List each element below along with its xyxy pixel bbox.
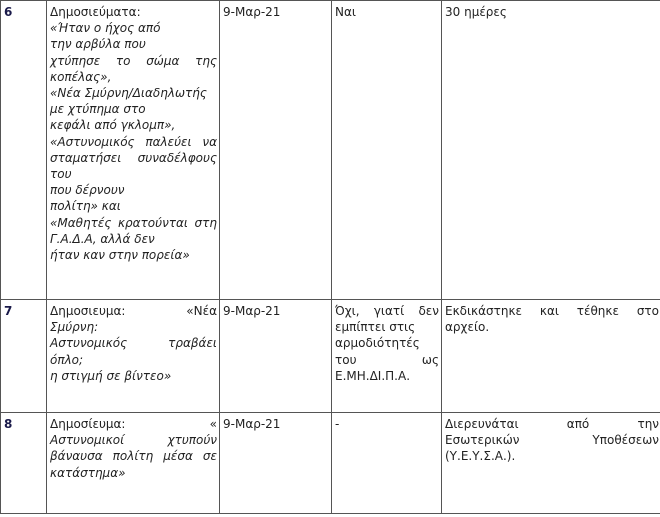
row-number: 8 <box>1 413 47 514</box>
desc-line: Δημοσίευμα: « <box>50 417 217 431</box>
competence-line: Όχι, γιατί δεν <box>335 304 439 318</box>
desc-line: σταματήσει συναδέλφους <box>50 150 217 165</box>
desc-line: βάναυσα πολίτη μέσα σε <box>50 449 217 464</box>
action-line: (Υ.Ε.Υ.Σ.Α.). <box>445 449 516 464</box>
action-line: Διερευνάται από την <box>445 417 659 431</box>
desc-line: του <box>50 167 72 182</box>
desc-line: κοπέλας», <box>50 69 112 84</box>
action-cell <box>442 1 660 300</box>
competence-line: αρμοδιότητές <box>335 336 420 351</box>
desc-line <box>50 303 217 319</box>
desc-line: που δέρνουν <box>50 183 125 198</box>
desc-line: κατάστημα» <box>50 465 126 480</box>
action-cell <box>442 413 660 514</box>
desc-line: Σμύρνη: <box>50 320 99 335</box>
competence-cell <box>332 300 442 413</box>
table-row <box>1 300 660 413</box>
competence-line: Ε.ΜΗ.ΔΙ.Π.Α. <box>335 368 411 383</box>
competence-cell <box>332 413 442 514</box>
competence-cell <box>332 1 442 300</box>
action-line: αρχείο. <box>445 320 490 335</box>
desc-line: Αστυνομικός τραβάει <box>50 336 217 351</box>
competence-line: - <box>335 417 340 431</box>
competence-line: του ως <box>335 352 439 367</box>
date-cell: 9-Μαρ-21 <box>220 300 332 413</box>
desc-line: η στιγμή σε βίντεο» <box>50 368 172 383</box>
table-row <box>1 413 660 514</box>
description-cell <box>47 300 220 413</box>
desc-line: «Μαθητές κρατούνται στη <box>50 215 217 230</box>
desc-line-text: Δημοσιευμα: «Νέα <box>50 304 217 318</box>
date-cell: 9-Μαρ-21 <box>220 1 332 300</box>
desc-line: Γ.Α.Δ.Α, αλλά δεν <box>50 231 155 246</box>
desc-line: Αστυνομικοί χτυπούν <box>50 433 217 448</box>
action-cell <box>442 300 660 413</box>
competence-line: εμπίπτει στις <box>335 320 416 335</box>
row-number: 7 <box>1 300 47 413</box>
description-cell <box>47 413 220 514</box>
desc-line: την αρβύλα που <box>50 37 146 52</box>
date-cell: 9-Μαρ-21 <box>220 413 332 514</box>
description-cell <box>47 1 220 300</box>
desc-line: κεφάλι από γκλομπ», <box>50 118 176 133</box>
desc-line: χτύπησε το σώμα της <box>50 53 217 68</box>
competence-line: Ναι <box>335 5 356 19</box>
action-line: Εσωτερικών Υποθέσεων <box>445 433 659 448</box>
desc-line: «Αστυνομικός παλεύει να <box>50 134 217 149</box>
desc-line: με χτύπημα στο <box>50 102 146 117</box>
desc-line: Δημοσιεύματα: <box>50 5 141 19</box>
desc-line: πολίτη» και <box>50 199 121 214</box>
desc-line: όπλο; <box>50 352 84 367</box>
row-number: 6 <box>1 1 47 300</box>
desc-line: «Ήταν ο ήχος από <box>50 21 161 36</box>
action-line: Εκδικάστηκε και τέθηκε στο <box>445 304 659 318</box>
action-line: 30 ημέρες <box>445 5 507 19</box>
desc-line: ήταν καν στην πορεία» <box>50 248 190 263</box>
table-row <box>1 1 660 300</box>
desc-line: «Νέα Σμύρνη/Διαδηλωτής <box>50 86 207 101</box>
